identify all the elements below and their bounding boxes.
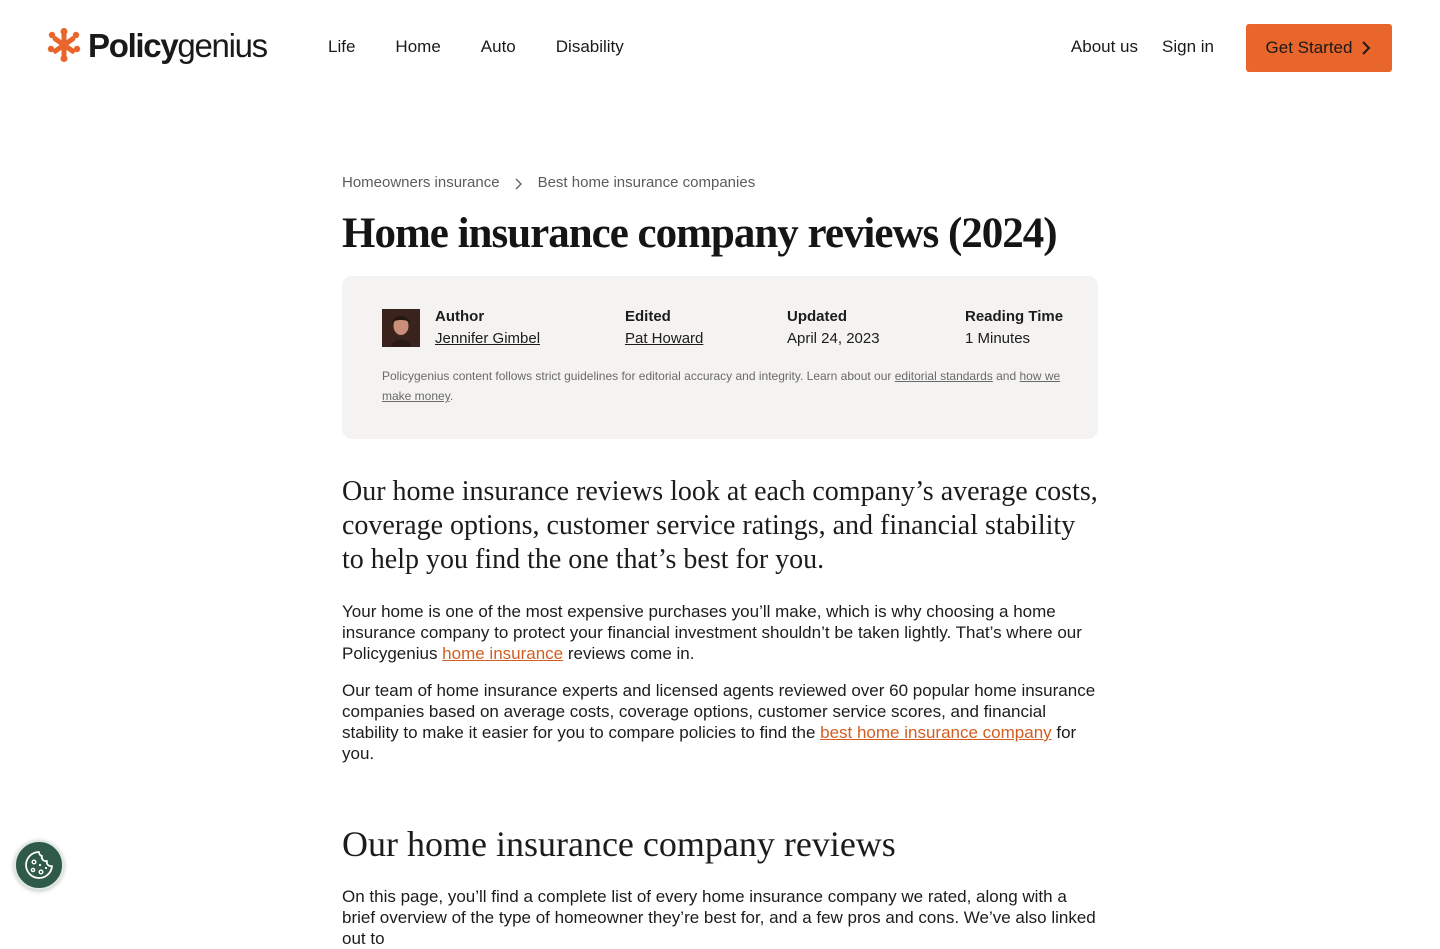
author-info <box>435 307 540 349</box>
site-header <box>0 0 1440 96</box>
author-name-link[interactable]: Jennifer Gimbel <box>435 330 541 347</box>
author-label: Author <box>435 308 485 325</box>
best-home-insurance-company-link[interactable]: best home insurance company <box>820 723 1052 742</box>
how-we-make-money-link[interactable]: how we make money <box>382 369 1061 403</box>
main-nav <box>328 36 624 58</box>
para2-text-end: for you. <box>342 723 1077 763</box>
updated-date: April 24, 2023 <box>787 330 880 347</box>
logo-wordmark-bold: Policy <box>88 26 178 64</box>
article-content <box>342 172 1098 949</box>
nav-life[interactable]: Life <box>328 37 356 56</box>
intro-paragraph-2 <box>342 680 1098 764</box>
nav-auto[interactable]: Auto <box>480 37 516 56</box>
para1-text-end: reviews come in. <box>563 644 695 663</box>
editorial-disclaimer <box>382 366 1072 406</box>
author-photo <box>382 309 420 347</box>
editorial-standards-link[interactable]: editorial standards <box>894 369 993 383</box>
chevron-right-icon <box>514 177 524 191</box>
reading-time-info <box>965 307 1063 349</box>
disclaimer-and: and <box>992 369 1020 383</box>
updated-label: Updated <box>787 308 847 325</box>
account-nav <box>1071 36 1214 58</box>
article-lede: Our home insurance reviews look at each company’s average costs, coverage options, customer service ratings, and financial stability to help you find the one that’s best for you. <box>342 476 1098 575</box>
disclaimer-text: Policygenius content follows strict guidelines for editorial accuracy and integrity. Learn about our <box>382 369 895 383</box>
policygenius-logo[interactable] <box>48 28 267 62</box>
author-avatar <box>382 309 420 347</box>
get-started-label: Get Started <box>1265 38 1353 57</box>
edited-label: Edited <box>625 308 671 325</box>
section-heading-reviews: Our home insurance company reviews <box>342 824 896 864</box>
logo-wordmark <box>88 26 267 64</box>
nav-home[interactable]: Home <box>395 37 441 56</box>
sign-in-link[interactable]: Sign in <box>1162 37 1214 56</box>
get-started-button[interactable] <box>1246 24 1392 72</box>
policygenius-asterisk-icon <box>48 28 80 62</box>
reading-time-label: Reading Time <box>965 308 1064 325</box>
reading-time-value: 1 Minutes <box>965 330 1031 347</box>
page-title: Home insurance company reviews (2024) <box>342 210 1057 257</box>
logo-wordmark-light: genius <box>177 26 267 64</box>
cookie-icon <box>23 849 55 881</box>
home-insurance-link[interactable]: home insurance <box>442 644 564 663</box>
editor-info <box>625 307 703 349</box>
reviews-intro-paragraph: On this page, you’ll find a complete list of every home insurance company we rated, along with a brief overview of the type of homeowner they’re best for, and a few pros and cons. We’ve also linked out to <box>342 887 1096 948</box>
chevron-right-icon <box>1360 40 1372 56</box>
cookie-settings-button[interactable] <box>14 840 64 890</box>
para2-text: Our team of home insurance experts and licensed agents reviewed over 60 popular home insurance companies based on average costs, coverage options, customer service scores, and financial stability to make it easier for you to compare policies to find the <box>342 681 1096 742</box>
intro-paragraph-1 <box>342 601 1098 664</box>
updated-info <box>787 307 880 349</box>
disclaimer-period: . <box>449 389 454 403</box>
para1-text: Your home is one of the most expensive purchases you’ll make, which is why choosing a home insurance company to protect your financial investment shouldn’t be taken lightly. That’s where our Policygenius <box>342 602 1082 663</box>
breadcrumb-best-home-insurance-companies[interactable]: Best home insurance companies <box>537 173 756 191</box>
breadcrumb <box>342 172 1098 192</box>
breadcrumb-homeowners-insurance[interactable]: Homeowners insurance <box>342 173 500 191</box>
nav-disability[interactable]: Disability <box>555 37 624 56</box>
article-meta-card <box>342 276 1098 439</box>
editor-name-link[interactable]: Pat Howard <box>625 330 704 347</box>
about-us-link[interactable]: About us <box>1070 37 1139 56</box>
